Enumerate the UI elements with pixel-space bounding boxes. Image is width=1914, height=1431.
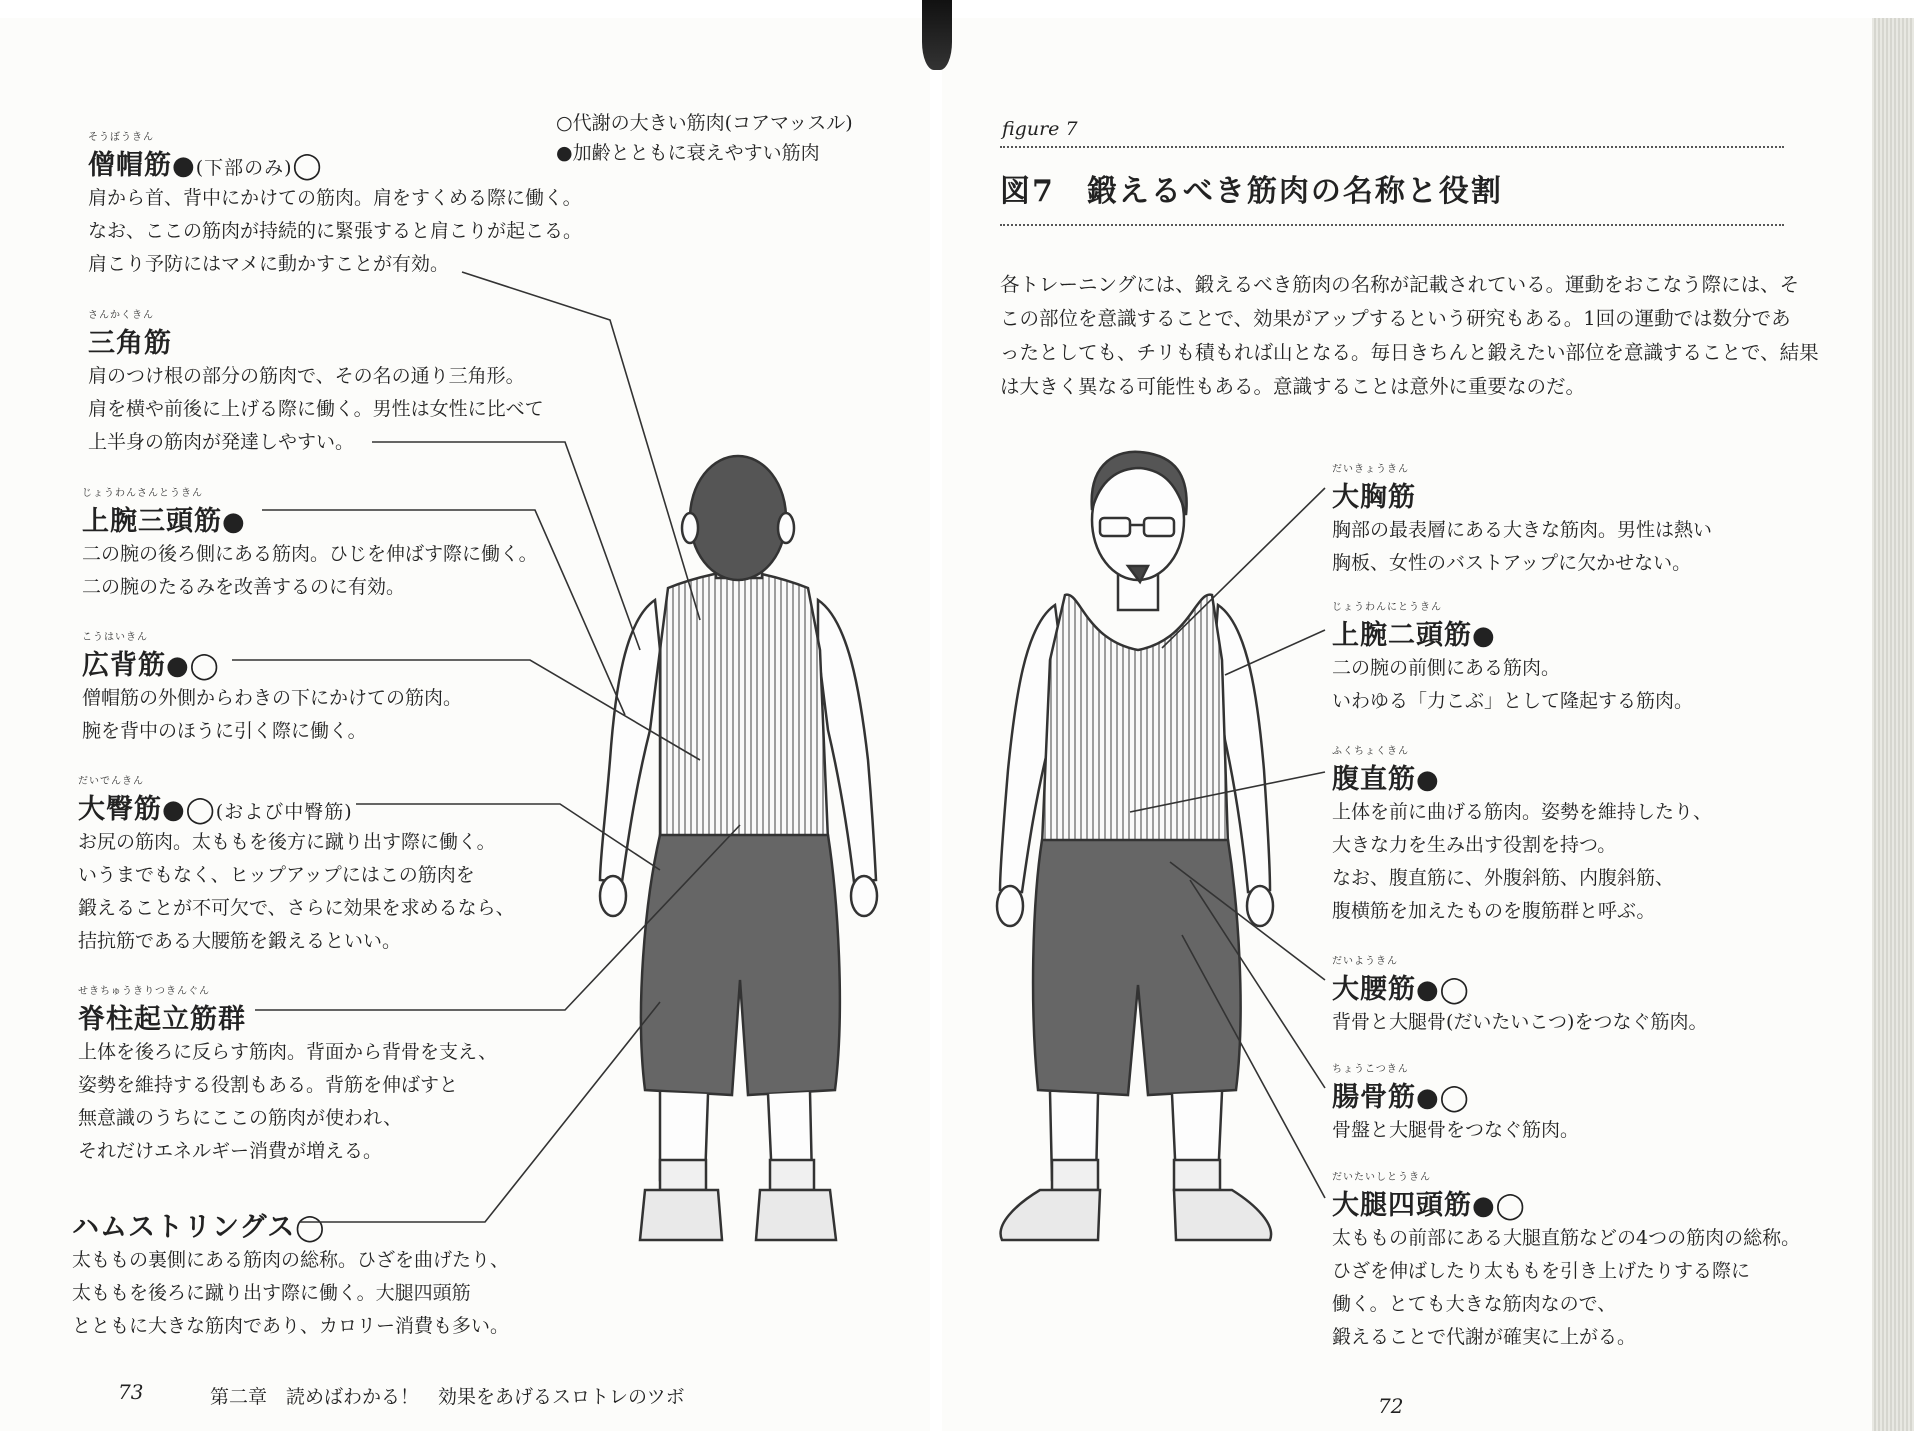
page-number-right: 72: [1378, 1394, 1404, 1418]
left-hand-back: [600, 876, 626, 916]
muscle-name: 腸骨筋●◯: [1332, 1082, 1470, 1113]
chapter-footer: 第二章 読めばわかる！ 効果をあげるスロトレのツボ: [210, 1386, 685, 1408]
muscle-name: 大臀筋●◯(および中臀筋): [78, 794, 353, 825]
muscle-name: 脊柱起立筋群: [78, 1004, 246, 1035]
muscle-name: 三角筋: [88, 328, 172, 359]
muscle-name: 腹直筋●: [1332, 764, 1440, 795]
muscle-name: 上腕三頭筋●: [82, 506, 246, 537]
muscle-description: 肩のつけ根の部分の筋肉で、その名の通り三角形。 肩を横や前後に上げる際に働く。男性は女性に比べて 上半身の筋肉が発達しやすい。: [88, 365, 544, 453]
right-shoe-front: [1174, 1190, 1271, 1240]
head-back: [690, 456, 786, 580]
muscle-name: 大腰筋●◯: [1332, 974, 1470, 1005]
ruby: だいでんきん: [78, 776, 144, 787]
left-arm-back: [600, 600, 660, 882]
right-shoe-back: [756, 1190, 836, 1240]
muscle-description: 胸部の最表層にある大きな筋肉。男性は熱い 胸板、女性のバストアップに欠かせない。: [1332, 519, 1713, 574]
muscle-description: 上体を後ろに反らす筋肉。背面から背骨を支え、 姿勢を維持する役割もある。背筋を伸ばすと 無意識のうちにここの筋肉が使われ、 それだけエネルギー消費が増える。: [78, 1041, 498, 1162]
right-hand-front: [1247, 886, 1273, 926]
muscle-description: 二の腕の後ろ側にある筋肉。ひじを伸ばす際に働く。 二の腕のたるみを改善するのに有効。: [82, 543, 538, 598]
leader-deltoid: [372, 442, 640, 650]
leader-hamstrings: [300, 1002, 660, 1222]
intro-paragraph: 各トレーニングには、鍛えるべき筋肉の名称が記載されている。運動をおこなう際には、そ この部位を意識することで、効果がアップするという研究もある。1回の運動では数分であ ったとしても、チリも積もれば山となる。毎日きちんと鍛えたい部位を意識することで、結果 は大きく異なる可能性もある。意識することは意外に重要なのだ。: [1000, 273, 1819, 398]
left-shoe-back: [640, 1190, 722, 1240]
tank-top-back: [660, 570, 828, 840]
muscle-description: 背骨と大腿骨(だいたいこつ)をつなぐ筋肉。: [1332, 1011, 1708, 1033]
muscle-description: 骨盤と大腿骨をつなぐ筋肉。: [1332, 1119, 1580, 1141]
right-ear: [778, 513, 794, 543]
muscle-description: 太ももの前部にある大腿直筋などの4つの筋肉の総称。 ひざを伸ばしたり太ももを引き上げたりする際に 働く。とても大きな筋肉なので、 鍛えることで代謝が確実に上がる。: [1332, 1227, 1801, 1348]
muscle-name: ハムストリングス◯: [72, 1212, 326, 1243]
ruby: ふくちょくきん: [1332, 746, 1409, 757]
back-view-figure: [600, 456, 877, 1240]
leader-trapezius: [462, 272, 700, 620]
left-shoe-front: [1001, 1190, 1100, 1240]
muscle-name: 大胸筋: [1332, 482, 1416, 513]
ruby: そうぼうきん: [88, 132, 154, 143]
left-ear: [682, 513, 698, 543]
left-hand-front: [997, 886, 1023, 926]
muscle-description: 僧帽筋の外側からわきの下にかけての筋肉。 腕を背中のほうに引く際に働く。: [82, 687, 463, 742]
shorts-front: [1033, 840, 1241, 1095]
ruby: せきちゅうきりつきんぐん: [78, 986, 210, 997]
figure-label: figure 7: [1002, 118, 1078, 140]
muscle-name: 広背筋●◯: [82, 650, 220, 681]
muscle-description: 二の腕の前側にある筋肉。 いわゆる「力こぶ」として隆起する筋肉。: [1332, 657, 1694, 712]
front-view-figure: [997, 452, 1273, 1240]
muscle-name: 大腿四頭筋●◯: [1332, 1190, 1526, 1221]
left-sock-front: [1052, 1160, 1098, 1190]
tank-top-front: [1042, 595, 1228, 845]
muscle-description: 肩から首、背中にかけての筋肉。肩をすくめる際に働く。 なお、ここの筋肉が持続的に緊張すると肩こりが起こる。 肩こり予防にはマメに動かすことが有効。: [88, 187, 583, 275]
legend-aging-muscle: ●加齢とともに衰えやすい筋肉: [556, 142, 820, 164]
ruby: ちょうこつきん: [1332, 1064, 1409, 1075]
muscle-description: 上体を前に曲げる筋肉。姿勢を維持したり、 大きな力を生み出す役割を持つ。 なお、腹直筋に、外腹斜筋、内腹斜筋、 腹横筋を加えたものを腹筋群と呼ぶ。: [1332, 801, 1713, 922]
ruby: さんかくきん: [88, 310, 154, 321]
right-sock-back: [770, 1160, 814, 1190]
right-sock-front: [1174, 1160, 1220, 1190]
muscle-description: お尻の筋肉。太ももを後方に蹴り出す際に働く。 いうまでもなく、ヒップアップにはこの筋肉を 鍛えることが不可欠で、さらに効果を求めるなら、 拮抗筋である大腰筋を鍛えるといい。: [78, 831, 515, 952]
ruby: こうはいきん: [82, 632, 148, 643]
ruby: じょうわんさんとうきん: [82, 488, 203, 499]
figure-title: 図7 鍛えるべき筋肉の名称と役割: [1000, 174, 1503, 209]
ruby: だいようきん: [1332, 956, 1398, 967]
muscle-name: 僧帽筋●(下部のみ)◯: [88, 150, 323, 181]
shorts-back: [641, 835, 840, 1095]
legend-core-muscle: ○代謝の大きい筋肉(コアマッスル): [556, 112, 853, 134]
left-sock-back: [660, 1160, 706, 1190]
right-hand-back: [851, 876, 877, 916]
ruby: だいたいしとうきん: [1332, 1172, 1431, 1183]
ruby: だいきょうきん: [1332, 464, 1409, 475]
ruby: じょうわんにとうきん: [1332, 602, 1442, 613]
muscle-name: 上腕二頭筋●: [1332, 620, 1496, 651]
muscle-description: 太ももの裏側にある筋肉の総称。ひざを曲げたり、 太ももを後ろに蹴り出す際に働く。大腿四頭筋 とともに大きな筋肉であり、カロリー消費も多い。: [72, 1249, 510, 1337]
page-number-left: 73: [118, 1380, 144, 1404]
